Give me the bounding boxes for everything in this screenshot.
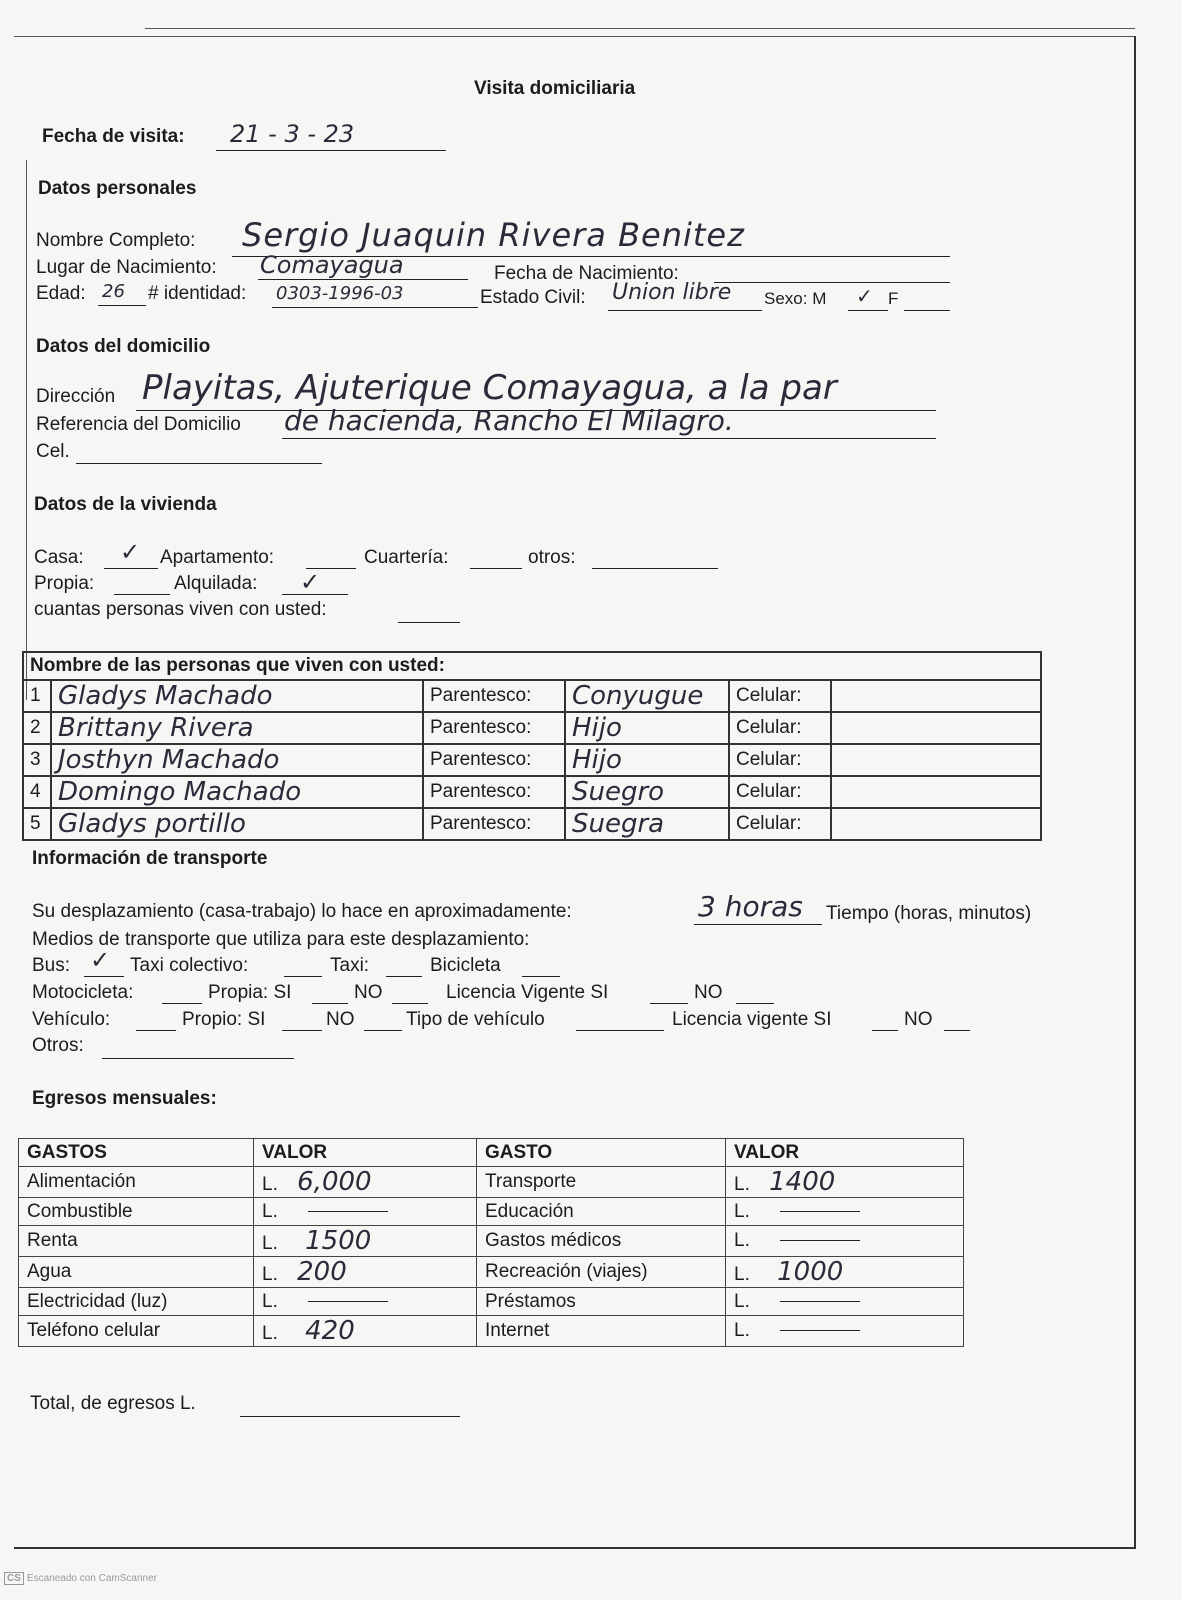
- gasto-value[interactable]: [254, 1316, 477, 1347]
- vehiculo-licencia-no-label: NO: [904, 1009, 933, 1030]
- row-number: 2: [23, 712, 51, 744]
- table-row: [19, 1288, 964, 1316]
- table-row: [23, 744, 1041, 776]
- vehiculo-label: Vehículo:: [32, 1009, 111, 1030]
- moto-licencia-si-field[interactable]: [650, 983, 688, 1004]
- currency-label: L.: [262, 1323, 278, 1344]
- gasto-value[interactable]: [254, 1288, 477, 1316]
- fecha-visita-field[interactable]: [216, 120, 446, 151]
- alquilada-label: Alquilada:: [174, 573, 258, 594]
- taxi-field[interactable]: [386, 956, 422, 977]
- gasto-amount: 420: [305, 1316, 355, 1346]
- table-row: [19, 1167, 964, 1198]
- moto-propia-si-field[interactable]: [312, 983, 348, 1004]
- personas-header-row: [23, 652, 1041, 680]
- fecha-visita-label: Fecha de visita:: [42, 126, 185, 147]
- vehiculo-propio-no-field[interactable]: [364, 1010, 402, 1031]
- col-valor-header: VALOR: [254, 1139, 477, 1167]
- gasto-name: Teléfono celular: [19, 1316, 254, 1347]
- top-border-line: [145, 28, 1135, 29]
- estado-civil-label: Estado Civil:: [480, 287, 586, 308]
- sexo-f-label: F: [888, 289, 899, 308]
- otros-vivienda-field[interactable]: [592, 548, 718, 569]
- gasto-value[interactable]: [726, 1257, 964, 1288]
- tipo-vehiculo-label: Tipo de vehículo: [406, 1009, 545, 1030]
- moto-licencia-no-field[interactable]: [736, 983, 774, 1004]
- bicicleta-field[interactable]: [522, 956, 560, 977]
- desplazamiento-value: 3 horas: [698, 890, 803, 923]
- datos-personales-heading: Datos personales: [38, 178, 197, 199]
- persona-parentesco[interactable]: Conyugue: [565, 680, 729, 712]
- sexo-m-check: ✓: [856, 284, 873, 308]
- table-row: [19, 1257, 964, 1288]
- row-number: 4: [23, 776, 51, 808]
- celular-label: Celular:: [729, 776, 831, 808]
- estado-civil-field[interactable]: [608, 282, 762, 311]
- parentesco-label: Parentesco:: [423, 776, 565, 808]
- row-number: 3: [23, 744, 51, 776]
- casa-check: ✓: [120, 538, 141, 566]
- moto-licencia-no-label: NO: [694, 982, 723, 1003]
- celular-label: Celular:: [729, 712, 831, 744]
- bus-field[interactable]: [84, 946, 124, 977]
- gasto-name: Educación: [477, 1198, 726, 1226]
- desplazamiento-field[interactable]: [694, 890, 822, 925]
- gasto-value[interactable]: [254, 1167, 477, 1198]
- referencia-value: de hacienda, Rancho El Milagro.: [284, 404, 734, 437]
- identidad-label: # identidad:: [148, 283, 247, 304]
- currency-label: L.: [734, 1200, 750, 1222]
- persona-nombre[interactable]: Domingo Machado: [51, 776, 423, 808]
- empty-dash: [780, 1301, 860, 1302]
- parentesco-label: Parentesco:: [423, 712, 565, 744]
- currency-label: L.: [262, 1290, 278, 1312]
- celular-label: Celular:: [729, 744, 831, 776]
- fecha-nacimiento-label: Fecha de Nacimiento:: [494, 263, 679, 284]
- celular-label: Celular:: [729, 680, 831, 712]
- nombre-label: Nombre Completo:: [36, 230, 196, 251]
- moto-propia-si-label: Propia: SI: [208, 982, 292, 1003]
- gasto-name: Agua: [19, 1257, 254, 1288]
- gasto-value[interactable]: [726, 1226, 964, 1257]
- moto-propia-no-label: NO: [354, 982, 383, 1003]
- desplazamiento-label: Su desplazamiento (casa-trabajo) lo hace en aproximadamente:: [32, 901, 572, 922]
- gasto-amount: 1000: [777, 1257, 844, 1287]
- table-row: [23, 712, 1041, 744]
- gasto-amount: 200: [297, 1257, 347, 1287]
- persona-parentesco[interactable]: Suegra: [565, 808, 729, 840]
- gasto-amount: 1500: [305, 1226, 372, 1256]
- casa-field[interactable]: [104, 538, 158, 569]
- personas-header: Nombre de las personas que viven con usted:: [23, 652, 1041, 680]
- empty-dash: [780, 1330, 860, 1331]
- egresos-table: [18, 1138, 964, 1347]
- gasto-name: Renta: [19, 1226, 254, 1257]
- col-gasto-header: GASTO: [477, 1139, 726, 1167]
- motocicleta-label: Motocicleta:: [32, 982, 134, 1003]
- gasto-name: Transporte: [477, 1167, 726, 1198]
- currency-label: L.: [262, 1264, 278, 1285]
- celular-label: Celular:: [729, 808, 831, 840]
- sexo-m-field[interactable]: [848, 284, 888, 311]
- currency-label: L.: [734, 1264, 750, 1285]
- scanner-text: Escaneado con CamScanner: [26, 1573, 157, 1584]
- total-egresos-label: Total, de egresos L.: [30, 1393, 196, 1414]
- row-number: 5: [23, 808, 51, 840]
- persona-nombre[interactable]: Gladys portillo: [51, 808, 423, 840]
- gasto-name: Combustible: [19, 1198, 254, 1226]
- total-egresos-field[interactable]: [240, 1396, 460, 1417]
- vehiculo-propio-si-label: Propio: SI: [182, 1009, 266, 1030]
- propia-field[interactable]: [114, 574, 170, 595]
- gasto-name: Recreación (viajes): [477, 1257, 726, 1288]
- persona-nombre[interactable]: Josthyn Machado: [51, 744, 423, 776]
- identidad-value: 0303-1996-03: [276, 283, 404, 304]
- currency-label: L.: [734, 1174, 750, 1195]
- row-number: 1: [23, 680, 51, 712]
- gasto-value[interactable]: [726, 1316, 964, 1347]
- persona-nombre[interactable]: Brittany Rivera: [51, 712, 423, 744]
- direccion-value: Playitas, Ajuterique Comayagua, a la par: [142, 368, 837, 408]
- form-title: Visita domiciliaria: [474, 78, 636, 99]
- empty-dash: [780, 1211, 860, 1212]
- col-valor2-header: VALOR: [726, 1139, 964, 1167]
- lugar-nacimiento-value: Comayagua: [260, 251, 404, 279]
- estado-civil-value: Union libre: [612, 280, 732, 305]
- table-row: [19, 1316, 964, 1347]
- vehiculo-licencia-si-field[interactable]: [872, 1010, 898, 1031]
- left-border-line: [26, 160, 27, 700]
- gasto-name: Electricidad (luz): [19, 1288, 254, 1316]
- table-row: [23, 808, 1041, 840]
- egresos-heading: Egresos mensuales:: [32, 1088, 217, 1109]
- egresos-header-row: [19, 1139, 964, 1167]
- propia-label: Propia:: [34, 573, 95, 594]
- gasto-name: Alimentación: [19, 1167, 254, 1198]
- vehiculo-licencia-no-field[interactable]: [944, 1010, 970, 1031]
- gasto-amount: 6,000: [297, 1167, 372, 1197]
- gasto-name: Internet: [477, 1316, 726, 1347]
- referencia-field[interactable]: [282, 404, 936, 439]
- vehiculo-propio-no-label: NO: [326, 1009, 355, 1030]
- apartamento-field[interactable]: [306, 548, 356, 569]
- taxi-colectivo-field[interactable]: [284, 956, 322, 977]
- otros-transporte-field[interactable]: [102, 1038, 294, 1059]
- gasto-amount: 1400: [769, 1167, 836, 1197]
- currency-label: L.: [262, 1233, 278, 1254]
- gasto-name: Préstamos: [477, 1288, 726, 1316]
- motocicleta-field[interactable]: [162, 983, 202, 1004]
- direccion-label: Dirección: [36, 386, 116, 407]
- cuantas-personas-label: cuantas personas viven con usted:: [34, 599, 327, 620]
- fecha-visita-value: 21 - 3 - 23: [230, 120, 355, 148]
- cel-field[interactable]: [76, 443, 322, 464]
- bicicleta-label: Bicicleta: [430, 955, 501, 976]
- gasto-name: Gastos médicos: [477, 1226, 726, 1257]
- vehiculo-field[interactable]: [136, 1010, 176, 1031]
- table-row: [19, 1226, 964, 1257]
- persona-celular[interactable]: [831, 712, 1041, 744]
- scanner-watermark: [4, 1572, 157, 1585]
- currency-label: L.: [734, 1290, 750, 1312]
- sexo-m-label: Sexo: M: [764, 289, 827, 308]
- gasto-value[interactable]: [254, 1257, 477, 1288]
- lugar-nacimiento-label: Lugar de Nacimiento:: [36, 257, 217, 278]
- currency-label: L.: [734, 1230, 750, 1251]
- parentesco-label: Parentesco:: [423, 808, 565, 840]
- vehiculo-licencia-label: Licencia vigente SI: [672, 1009, 832, 1030]
- persona-parentesco[interactable]: Suegro: [565, 776, 729, 808]
- bus-check: ✓: [90, 946, 111, 974]
- gasto-value[interactable]: [254, 1198, 477, 1226]
- cuarteria-label: Cuartería:: [364, 547, 449, 568]
- persona-parentesco[interactable]: Hijo: [565, 712, 729, 744]
- taxi-colectivo-label: Taxi colectivo:: [130, 955, 249, 976]
- referencia-label: Referencia del Domicilio: [36, 414, 241, 435]
- taxi-label: Taxi:: [330, 955, 370, 976]
- edad-value: 26: [102, 281, 125, 302]
- alquilada-field[interactable]: [282, 568, 348, 596]
- empty-dash: [308, 1301, 388, 1302]
- moto-licencia-label: Licencia Vigente SI: [446, 982, 609, 1003]
- currency-label: L.: [262, 1174, 278, 1195]
- cel-label: Cel.: [36, 441, 70, 462]
- parentesco-label: Parentesco:: [423, 680, 565, 712]
- cuantas-personas-field[interactable]: [398, 602, 460, 623]
- nombre-value: Sergio Juaquin Rivera Benitez: [242, 216, 745, 254]
- persona-celular[interactable]: [831, 776, 1041, 808]
- persona-nombre[interactable]: Gladys Machado: [51, 680, 423, 712]
- otros-transporte-label: Otros:: [32, 1035, 84, 1056]
- apartamento-label: Apartamento:: [160, 547, 275, 568]
- medios-label: Medios de transporte que utiliza para este desplazamiento:: [32, 929, 530, 950]
- persona-celular[interactable]: [831, 680, 1041, 712]
- table-row: [23, 680, 1041, 712]
- otros-vivienda-label: otros:: [528, 547, 576, 568]
- edad-field[interactable]: [98, 281, 146, 306]
- datos-domicilio-heading: Datos del domicilio: [36, 336, 211, 357]
- sexo-f-field[interactable]: [904, 288, 950, 311]
- edad-label: Edad:: [36, 283, 86, 304]
- lugar-nacimiento-field[interactable]: [258, 251, 468, 280]
- currency-label: L.: [262, 1200, 278, 1222]
- table-row: [19, 1198, 964, 1226]
- vehiculo-propio-si-field[interactable]: [282, 1010, 322, 1031]
- persona-celular[interactable]: [831, 808, 1041, 840]
- persona-parentesco[interactable]: Hijo: [565, 744, 729, 776]
- tipo-vehiculo-field[interactable]: [576, 1010, 664, 1031]
- casa-label: Casa:: [34, 547, 84, 568]
- datos-vivienda-heading: Datos de la vivienda: [34, 494, 217, 515]
- moto-propia-no-field[interactable]: [392, 983, 428, 1004]
- table-row: [23, 776, 1041, 808]
- transporte-heading: Información de transporte: [32, 848, 268, 869]
- alquilada-check: ✓: [300, 568, 321, 596]
- empty-dash: [308, 1211, 388, 1212]
- fecha-nacimiento-field[interactable]: [714, 262, 950, 283]
- bus-label: Bus:: [32, 955, 71, 976]
- empty-dash: [780, 1240, 860, 1241]
- gasto-value[interactable]: [726, 1167, 964, 1198]
- personas-table: [22, 651, 1042, 841]
- cuarteria-field[interactable]: [470, 548, 522, 569]
- gasto-value[interactable]: [254, 1226, 477, 1257]
- parentesco-label: Parentesco:: [423, 744, 565, 776]
- col-gastos-header: GASTOS: [19, 1139, 254, 1167]
- gasto-value[interactable]: [726, 1288, 964, 1316]
- identidad-field[interactable]: [272, 281, 478, 308]
- tiempo-label: Tiempo (horas, minutos): [826, 903, 1032, 924]
- persona-celular[interactable]: [831, 744, 1041, 776]
- currency-label: L.: [734, 1320, 750, 1341]
- gasto-value[interactable]: [726, 1198, 964, 1226]
- camscanner-logo-icon: CS: [4, 1572, 24, 1585]
